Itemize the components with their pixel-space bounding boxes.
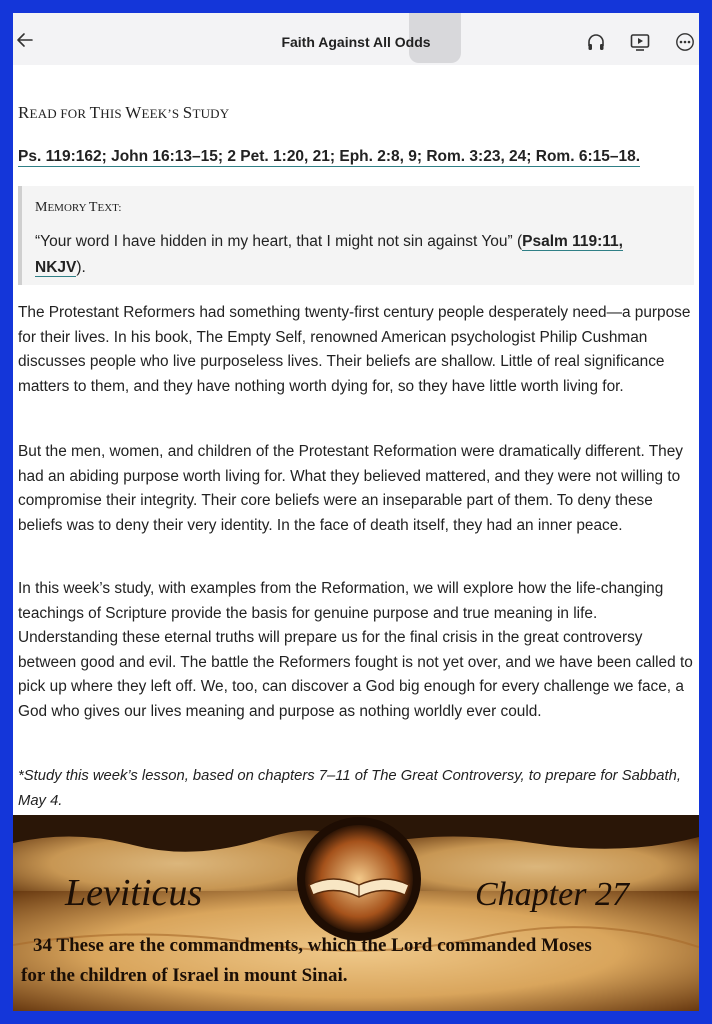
paragraph-3: In this week’s study, with examples from the Reformation, we will explore how the life-changing teachings of Scripture provide the basis for genuine purpose and true meaning in life. Understanding these eternal truths will prepare us for the final crisis in the great controversy between good and evil. The battle the Reformers fought is not yet over, and we have been called to pick up where they left off. We, too, can discover a God big enough for every challenge we face, a God who gives our lives meaning and purpose as nothing worldly ever could. bbox=[18, 580, 693, 720]
memory-text-box bbox=[18, 186, 694, 285]
study-note: *Study this week’s lesson, based on chapters 7–11 of The Great Controversy, to prepare for Sabbath, May 4. bbox=[18, 768, 681, 809]
memory-text-label: MEMORY TEXT: bbox=[35, 200, 122, 215]
section-heading: READ FOR THIS WEEK’S STUDY bbox=[18, 103, 230, 122]
video-icon[interactable] bbox=[630, 32, 650, 52]
leviticus-banner-image bbox=[13, 815, 699, 1011]
app-window bbox=[13, 13, 699, 1011]
paragraph-2: But the men, women, and children of the Protestant Reformation were dramatically different. They had an abiding purpose worth living for. What they believed mattered, and they were not willing to compromise their integrity. Their core beliefs were an inseparable part of them. To deny these beliefs was to deny their very identity. In the face of death itself, they had an inner peace. bbox=[18, 443, 683, 534]
scripture-references[interactable] bbox=[18, 148, 698, 166]
headphones-icon[interactable] bbox=[586, 32, 606, 52]
banner-chapter: Chapter 27 bbox=[475, 876, 629, 913]
banner-verse-line-2: for the children of Israel in mount Sinai. bbox=[21, 965, 348, 986]
memory-verse-link[interactable]: Psalm 119:11, NKJV bbox=[35, 233, 623, 276]
page-title: Faith Against All Odds bbox=[281, 34, 431, 50]
references-link[interactable]: Ps. 119:162; John 16:13–15; 2 Pet. 1:20, 21; Eph. 2:8, 9; Rom. 3:23, 24; Rom. 6:15–18. bbox=[18, 148, 641, 165]
more-icon[interactable] bbox=[675, 32, 695, 52]
banner-book-name: Leviticus bbox=[65, 872, 203, 914]
banner-verse-line-1: 34 These are the commandments, which the Lord commanded Moses bbox=[33, 935, 592, 956]
top-bar bbox=[13, 13, 699, 65]
paragraph-1: The Protestant Reformers had something twenty-first century people desperately need—a purpose for their lives. In his book, The Empty Self, renowned American psychologist Philip Cushman discusses people who live purposeless lives. Their beliefs are shallow. Little of real significance matters to them, and they have nothing worth dying for, so they have little worth living for. bbox=[18, 304, 691, 395]
memory-verse: “Your word I have hidden in my heart, that I might not sin against You” (Psalm 119:11, NKJV). bbox=[35, 233, 623, 276]
